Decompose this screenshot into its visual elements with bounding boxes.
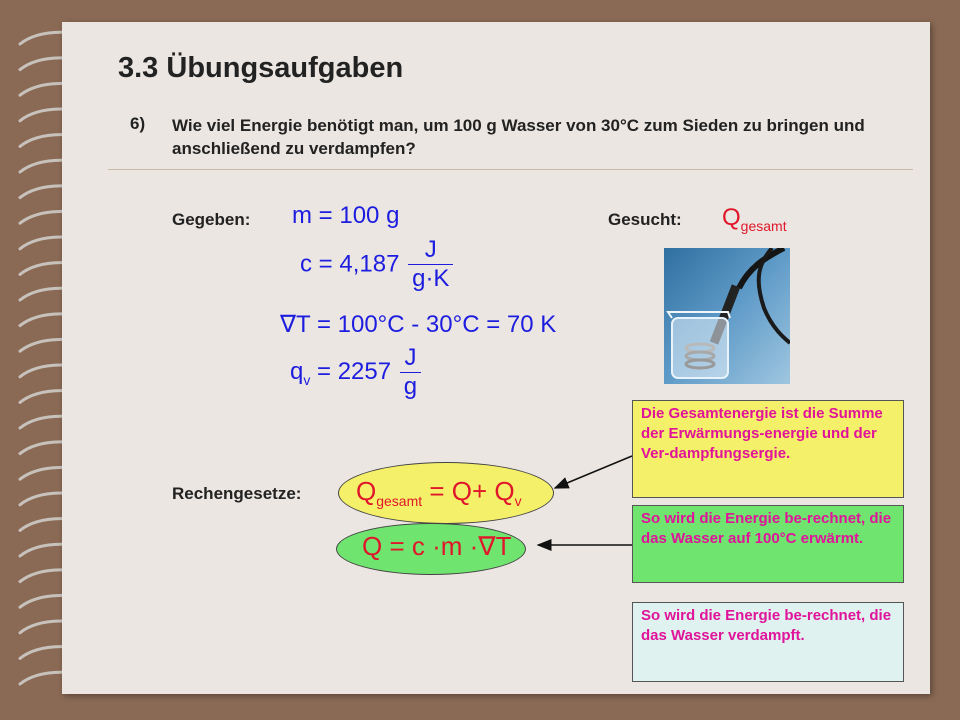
question-text: Wie viel Energie benötigt man, um 100 g Wasser von 30°C zum Sieden zu bringen und anschließend zu verdampfen? xyxy=(172,116,865,158)
given-label: Gegeben: xyxy=(172,210,251,229)
note-total-energy: Die Gesamtenergie ist die Summe der Erwärmungs-energie und der Ver-dampfungsergie. xyxy=(632,400,904,498)
given-temperature-difference: ∇T = 100°C - 30°C = 70 K xyxy=(280,311,557,338)
given-latent-heat: $q_v = 2257$ $\frac{J}{g}$ xyxy=(290,344,423,401)
page-title: 3.3 Übungsaufgaben xyxy=(118,52,404,84)
note-vaporization-energy: So wird die Energie be-rechnet, die das Wasser verdampft. xyxy=(632,602,904,682)
immersion-heater-photo xyxy=(664,248,790,384)
given-specific-heat: c = 4,187 $\frac{J}{g\cdot K}$ xyxy=(300,236,455,293)
given-mass: m = 100 g xyxy=(292,202,400,229)
formula-heating-energy: Q = c ·m ·∇T xyxy=(362,531,512,561)
divider xyxy=(108,169,913,170)
sought-label: Gesucht: xyxy=(608,210,682,229)
note-heating-energy: So wird die Energie be-rechnet, die das Wasser auf 100°C erwärmt. xyxy=(632,505,904,583)
sought-quantity: $Q_{gesamt}$ xyxy=(722,204,787,234)
question-number: 6) xyxy=(130,114,146,133)
formula-total-energy: $Q_{gesamt} = Q+ Q_v$ xyxy=(356,476,522,509)
formulas-label: Rechengesetze: xyxy=(172,484,302,503)
